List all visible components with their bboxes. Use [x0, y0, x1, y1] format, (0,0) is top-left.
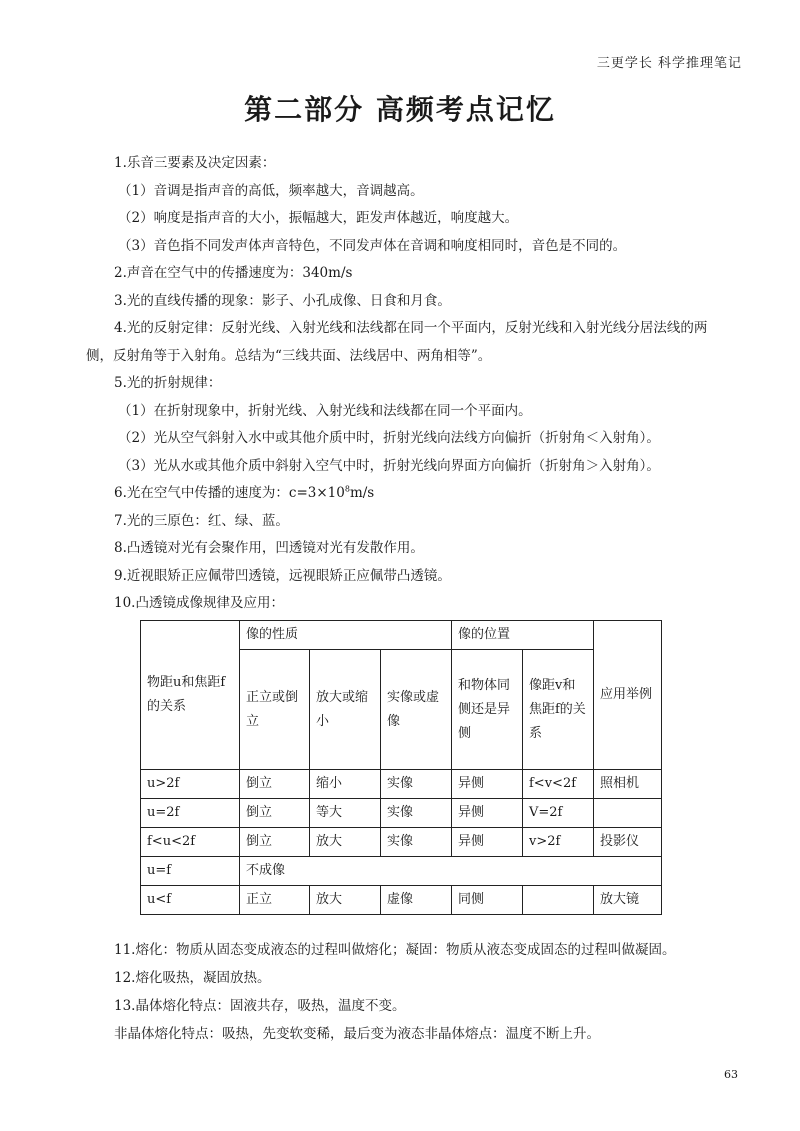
- table-header-row-1: [141, 621, 662, 650]
- item-1: 1.乐音三要素及决定因素：: [114, 155, 276, 171]
- table-cell: [594, 799, 662, 828]
- header-real: 实像或虚像: [381, 650, 452, 770]
- item-4-line1: 4.光的反射定律：反射光线、入射光线和法线都在同一个平面内，反射光线和入射光线分居法线的两: [114, 320, 708, 336]
- item-1-a: （1）音调是指声音的高低，频率越大，音调越高。: [118, 182, 424, 199]
- table-cell: 放大: [310, 828, 381, 857]
- item-6: [86, 480, 716, 508]
- table-cell: 放大镜: [594, 886, 662, 915]
- table-cell: 倒立: [240, 770, 310, 799]
- header-upright: 正立或倒立: [240, 650, 310, 770]
- table-cell: 倒立: [240, 828, 310, 857]
- table-cell: u=2f: [141, 799, 240, 828]
- table-row: [141, 799, 662, 828]
- item-9: 9.近视眼矫正应佩带凹透镜，远视眼矫正应佩带凸透镜。: [114, 567, 451, 584]
- item-4-line2: 侧，反射角等于入射角。总结为“三线共面、法线居中、两角相等”。: [86, 347, 492, 364]
- table-cell: 实像: [381, 799, 452, 828]
- item-6-text: 6.光在空气中传播的速度为：c=3×10: [114, 485, 345, 501]
- item-10: 10.凸透镜成像规律及应用：: [114, 595, 284, 611]
- item-13: 13.晶体熔化特点：固液共存，吸热，温度不变。: [114, 998, 406, 1014]
- item-5-b: （2）光从空气斜射入水中或其他介质中时，折射光线向法线方向偏折（折射角＜入射角）。: [118, 430, 660, 446]
- table-cell: 异侧: [452, 828, 523, 857]
- header-application: 应用举例: [594, 621, 662, 770]
- table-cell: 照相机: [594, 770, 662, 799]
- header-size: 放大或缩小: [310, 650, 381, 770]
- table-row: [141, 828, 662, 857]
- item-8: 8.凸透镜对光有会聚作用，凹透镜对光有发散作用。: [114, 540, 424, 556]
- item-3: 3.光的直线传播的现象：影子、小孔成像、日食和月食。: [114, 292, 451, 309]
- table-cell: u>2f: [141, 770, 240, 799]
- table-cell: 同侧: [452, 886, 523, 915]
- table-cell: 放大: [310, 886, 381, 915]
- header-note: 三更学长 科学推理笔记: [596, 56, 742, 71]
- table-cell: 缩小: [310, 770, 381, 799]
- item-7: 7.光的三原色：红、绿、蓝。: [114, 512, 289, 529]
- item-2: 2.声音在空气中的传播速度为：340m/s: [114, 265, 353, 281]
- table-cell: 实像: [381, 770, 452, 799]
- table-cell: 倒立: [240, 799, 310, 828]
- table-cell: u=f: [141, 857, 240, 886]
- table-cell: u<f: [141, 886, 240, 915]
- lens-imaging-table: [140, 620, 662, 915]
- header-nature: 像的性质: [240, 621, 452, 650]
- table-cell: 虚像: [381, 886, 452, 915]
- table-row: [141, 857, 662, 886]
- table-cell: 异侧: [452, 799, 523, 828]
- table-cell: 异侧: [452, 770, 523, 799]
- table-cell: f<v<2f: [523, 770, 594, 799]
- main-content-continued: [86, 936, 726, 1048]
- table-row: [141, 886, 662, 915]
- table-cell: 投影仪: [594, 828, 662, 857]
- table-cell: v>2f: [523, 828, 594, 857]
- main-content: [86, 150, 716, 618]
- header-position: 像的位置: [452, 621, 594, 650]
- table-cell: V=2f: [523, 799, 594, 828]
- item-5-a: （1）在折射现象中，折射光线、入射光线和法线都在同一个平面内。: [118, 402, 532, 419]
- item-12: 12.熔化吸热，凝固放热。: [114, 970, 271, 986]
- item-5-c: （3）光从水或其他介质中斜射入空气中时，折射光线向界面方向偏折（折射角＞入射角）。: [118, 457, 660, 474]
- header-relation: 物距u和焦距f的关系: [141, 621, 240, 770]
- page-number: 63: [724, 1068, 738, 1081]
- item-13-b: 非晶体熔化特点：吸热，先变软变稀，最后变为液态非晶体熔点：温度不断上升。: [114, 1026, 600, 1042]
- item-5: 5.光的折射规律：: [114, 375, 222, 391]
- item-6-unit: m/s: [349, 485, 375, 501]
- item-11: 11.熔化：物质从固态变成液态的过程叫做熔化；凝固：物质从液态变成固态的过程叫做凝固。: [114, 942, 676, 958]
- table-cell: 实像: [381, 828, 452, 857]
- table-cell: 不成像: [240, 857, 662, 886]
- table-cell: [523, 886, 594, 915]
- header-v: 像距v和焦距f的关系: [523, 650, 594, 770]
- item-1-b: （2）响度是指声音的大小，振幅越大，距发声体越近，响度越大。: [118, 210, 519, 226]
- page-title: 第二部分 高频考点记忆: [244, 93, 556, 126]
- table-cell: f<u<2f: [141, 828, 240, 857]
- item-1-c: （3）音色指不同发声体声音特色，不同发声体在音调和响度相同时，音色是不同的。: [118, 237, 627, 254]
- table-cell: 等大: [310, 799, 381, 828]
- table-row: [141, 770, 662, 799]
- item-6-exponent: 8: [344, 484, 350, 494]
- table-cell: 正立: [240, 886, 310, 915]
- header-side: 和物体同侧还是异侧: [452, 650, 523, 770]
